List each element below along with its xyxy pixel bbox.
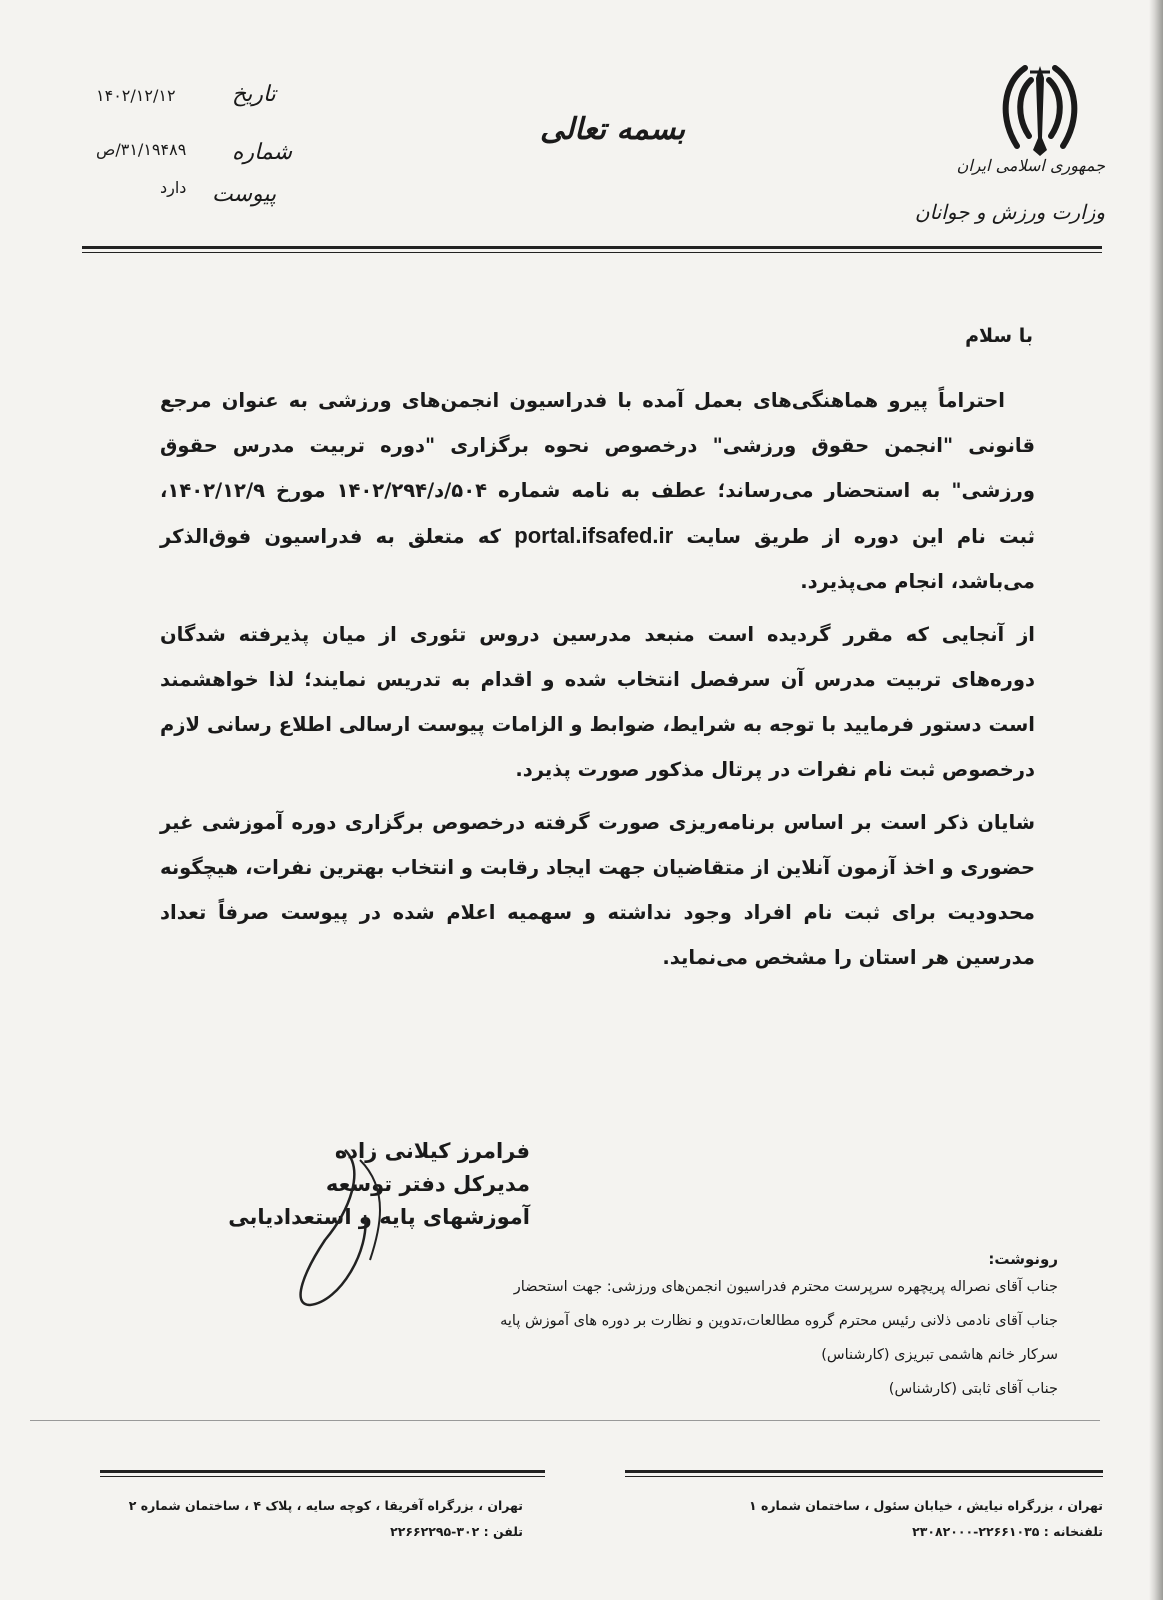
footer-top-line [30,1420,1100,1421]
paragraph-2: از آنجایی که مقرر گردیده است منبعد مدرسین دروس تئوری از میان پذیرفته شدگان دوره‌های تربیت مدرس آن سرفصل انتخاب شده و اقدام به تدریس نمایند؛ لذا خواهشمند است دستور فرمایید با توجه به شرایط، ضوابط و الزامات پیوست ارسالی اطلاع رسانی لازم درخصوص ثبت نام نفرات در پرتال مذکور صورت پذیرد. [160,623,1035,781]
footer-right-phone: تلفنخانه : ۲۲۶۶۱۰۳۵-۲۳۰۸۲۰۰۰ [912,1524,1103,1539]
footer-rule-right [625,1470,1103,1473]
paragraph-1-text: احتراماً پیرو هماهنگی‌های بعمل آمده با فدراسیون انجمن‌های ورزشی به عنوان مرجع قانونی "انجمن حقوق ورزشی" درخصوص نحوه برگزاری "دوره تربیت مدرس حقوق ورزشی" به استحضار می‌رساند؛ عطف به نامه شماره ۵۰۴/د/۱۴۰۲/۲۹۴ مورخ ۱۴۰۲/۱۲/۹، ثبت نام این دوره از طریق سایت [160,389,1035,548]
attachment-value: دارد [160,178,187,197]
footer-rule-left [100,1470,545,1473]
cc-item: سرکار خانم هاشمی تبریزی (کارشناس) [821,1347,1058,1363]
footer-rule-right-thin [625,1476,1103,1477]
cc-list [500,1270,1058,1406]
number-label: شماره [232,140,293,165]
emblem-icon [995,58,1085,158]
footer-right-address: تهران ، بزرگراه نیایش ، خیابان سئول ، ساختمان شماره ۱ [748,1498,1103,1513]
ministry-name: وزارت ورزش و جوانان [914,200,1105,224]
cc-item: جناب آقای نصراله پریچهره سرپرست محترم فدراسیون انجمن‌های ورزشی: جهت استحضار [513,1279,1058,1295]
cc-item: جناب آقای نادمی ذلانی رئیس محترم گروه مطالعات،تدوین و نظارت بر دوره های آموزش پایه [500,1313,1058,1329]
footer-left-address: تهران ، بزرگراه آفریقا ، کوچه سایه ، پلاک ۴ ، ساختمان شماره ۲ [128,1498,523,1513]
footer-left-phone: تلفن : ۳۰۲-۲۲۶۶۲۲۹۵ [390,1524,523,1539]
cc-title: رونوشت: [988,1250,1058,1268]
handwritten-signature [230,1130,530,1330]
signatory-title-line1: مدیرکل دفتر توسعه [325,1172,530,1196]
footer-rule-left-thin [100,1476,545,1477]
header-divider [82,246,1102,249]
greeting: با سلام [965,325,1033,347]
invocation: بسمه تعالی [540,112,686,147]
paragraph-1 [160,378,1035,604]
paragraph-1-text-end: که متعلق به فدراسیون فوق‌الذکر می‌باشد، انجام می‌پذیرد. [160,525,1035,593]
number-value: ۳۱/۱۹۴۸۹/ص [96,140,187,159]
portal-url: portal.ifsafed.ir [514,523,674,548]
paragraph-3: شایان ذکر است بر اساس برنامه‌ریزی صورت گرفته درخصوص برگزاری دوره آموزشی غیر حضوری و اخذ آزمون آنلاین از متقاضیان جهت ایجاد رقابت و انتخاب بهترین نفرات، هیچگونه محدودیت برای ثبت نام افراد وجود نداشته و سهمیه اعلام شده در پیوست صرفاً تعداد مدرسین هر استان را مشخص می‌نماید. [160,811,1035,969]
signatory-name: فرامرز کیلانی زاده [334,1139,530,1163]
letter-body [160,378,1035,988]
page-edge-shadow [1149,0,1163,1600]
cc-item: جناب آقای ثابتی (کارشناس) [888,1381,1058,1397]
date-label: تاریخ [232,82,276,107]
state-name: جمهوری اسلامی ایران [956,156,1105,175]
attachment-label: پیوست [212,182,277,207]
date-value: ۱۴۰۲/۱۲/۱۲ [96,86,176,105]
header-divider-thin [82,252,1102,253]
signatory-title-line2: آموزشهای پایه و استعدادیابی [228,1205,530,1229]
